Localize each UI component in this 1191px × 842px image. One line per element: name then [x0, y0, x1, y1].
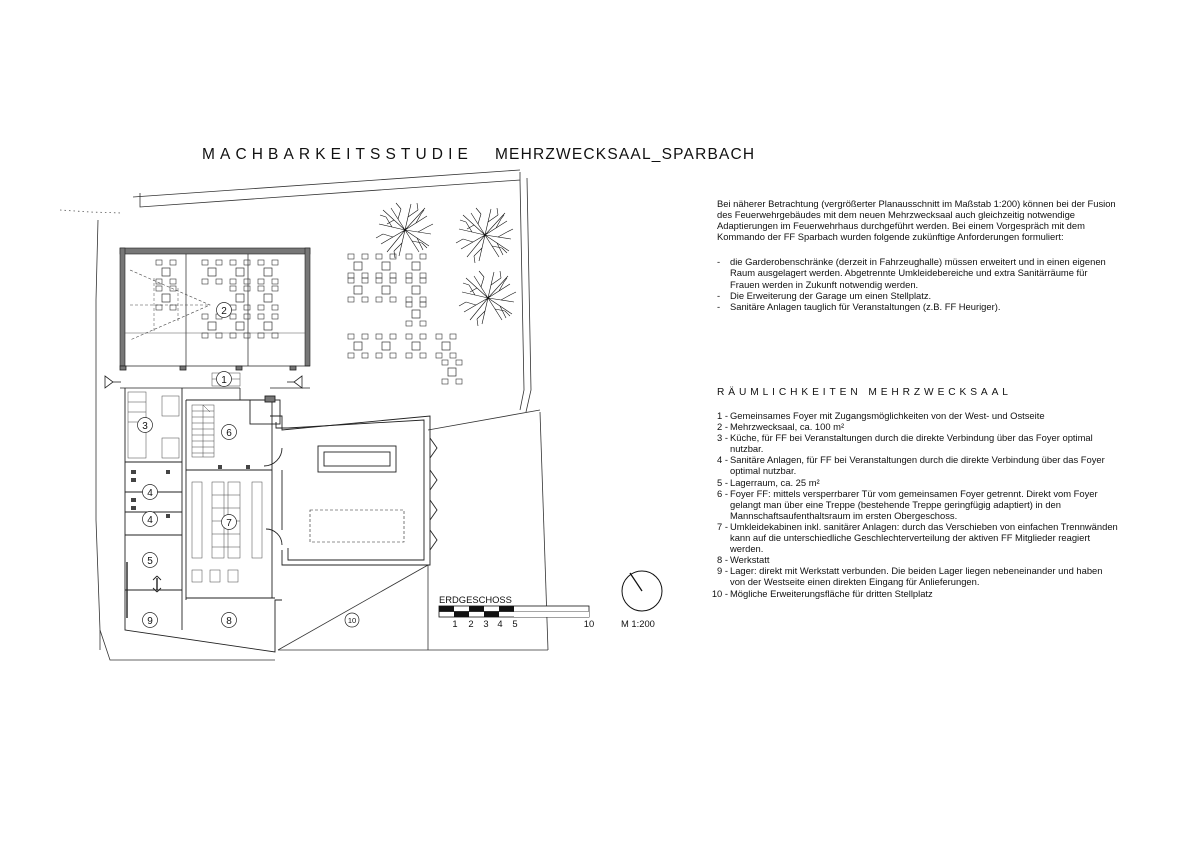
svg-text:8: 8	[226, 616, 232, 627]
svg-text:7: 7	[226, 518, 232, 529]
room-description: Mehrzwecksaal, ca. 100 m²	[730, 421, 845, 433]
requirement-item: - Sanitäre Anlagen tauglich für Veranstaltungen (z.B. FF Heuriger).	[717, 301, 1117, 312]
room-marker-4a	[143, 485, 158, 500]
room-item	[700, 565, 1120, 587]
svg-text:9: 9	[147, 616, 153, 627]
room-description: Werkstatt	[730, 554, 770, 566]
room-item	[700, 588, 1120, 599]
svg-text:1: 1	[221, 375, 227, 386]
svg-text:10: 10	[347, 616, 357, 625]
room-item	[700, 432, 1120, 454]
rooms-list	[700, 410, 1120, 599]
north-arrow-icon	[622, 571, 662, 611]
room-number: 4 -	[717, 454, 728, 466]
room-number: 1 -	[717, 410, 728, 421]
terrace-tables	[348, 254, 462, 384]
garage-walls	[264, 416, 437, 565]
room-number: 10 -	[711, 587, 728, 599]
scale-tick-2: 2	[468, 618, 474, 629]
kitchen-fittings	[128, 392, 179, 458]
scale-tick-5: 5	[512, 618, 518, 629]
hall-walls	[120, 248, 310, 366]
scale-tick-3: 3	[483, 618, 489, 629]
room-description: Umkleidekabinen inkl. sanitärer Anlagen: durch das Verschieben von einfachen Trennwänden kann auf die unterschiedliche Geschlechterverteilung der aktiven FF Mitglieder reagiert werden.	[730, 520, 1118, 555]
room-number: 6 -	[717, 487, 728, 499]
rooms-heading: RÄUMLICHKEITEN MEHRZWECKSAAL	[717, 387, 1012, 398]
scale-tick-4: 4	[497, 618, 503, 629]
room-marker-7	[222, 515, 237, 530]
room-item	[700, 477, 1120, 488]
locker-rows	[192, 482, 262, 582]
room-number: 7 -	[717, 520, 728, 532]
room-item	[700, 488, 1120, 521]
intro-paragraph: Bei näherer Betrachtung (vergrößerter Planausschnitt im Maßstab 1:200) können bei der Fusion des Feuerwehrgebäudes mit dem neuen Mehrzwecksaal auch gleichzeitig notwendige Adaptierungen im Feuerwehrhaus durchgeführt werden. Bei einem Vorgespräch mit dem Kommando der FF Sparbach wurden folgende zukünftige Anforderungen formuliert:	[717, 198, 1116, 243]
svg-text:5: 5	[147, 556, 153, 567]
svg-text:4: 4	[147, 488, 153, 499]
title-study: MACHBARKEITSSTUDIE	[202, 146, 473, 163]
foyer-walls	[120, 366, 310, 400]
requirement-item: - die Garderobenschränke (derzeit in Fahrzeughalle) müssen erweitert und in einen eigenen Raum ausgelagert werden. Abgetrennte Umkleidebereiche und extra Sanitärräume für Frauen werden in Zukunft notwendig werden.	[717, 256, 1117, 289]
room-description: Gemeinsames Foyer mit Zugangsmöglichkeiten von der West- und Ostseite	[730, 410, 1045, 421]
entrance-markers	[105, 376, 302, 388]
svg-text:2: 2	[221, 306, 227, 317]
svg-text:4: 4	[147, 515, 153, 526]
room-description: Sanitäre Anlagen, für FF bei Veranstaltungen durch die direkte Verbindung über das Foyer optimal nutzbar.	[730, 454, 1105, 477]
scale-tick-10: 10	[583, 618, 595, 629]
room-marker-6	[222, 425, 237, 440]
room-item	[700, 454, 1120, 476]
room-marker-10	[345, 613, 359, 627]
room-number: 9 -	[717, 565, 728, 577]
hall-tables	[156, 260, 278, 338]
room-item	[700, 521, 1120, 554]
room-number: 5 -	[717, 476, 728, 488]
room-description: Foyer FF: mittels versperrbarer Tür vom gemeinsamen Foyer getrennt. Direkt vom Foyer gelangt man über eine Treppe (bestehende Treppe geringfügig adaptiert) in den Mannschaftsaufenthaltsraum im ersten Obergeschoss.	[730, 487, 1098, 521]
stair	[192, 405, 214, 457]
room-marker-2	[217, 303, 232, 318]
scale-tick-1: 1	[452, 618, 458, 629]
room-number: 2 -	[717, 421, 728, 433]
room-description: Mögliche Erweiterungsfläche für dritten Stellplatz	[730, 587, 933, 599]
room-marker-4b	[143, 512, 158, 527]
room-description: Lagerraum, ca. 25 m²	[730, 476, 820, 488]
intro-text	[717, 198, 1117, 312]
room-item	[700, 554, 1120, 565]
room-description: Lager: direkt mit Werkstatt verbunden. Die beiden Lager liegen nebeneinander und haben von der Westseite einen direkten Eingang für Anlieferungen.	[730, 565, 1103, 588]
site-boundary	[96, 170, 548, 660]
requirements-list	[717, 256, 1117, 311]
scale-bar	[439, 606, 594, 629]
svg-text:6: 6	[226, 428, 232, 439]
room-item	[700, 410, 1120, 421]
trees	[376, 203, 516, 326]
room-marker-9	[143, 613, 158, 628]
room-number: 3 -	[717, 432, 728, 444]
svg-text:3: 3	[142, 421, 148, 432]
requirement-item: - Die Erweiterung der Garage um einen Stellplatz.	[717, 290, 1117, 301]
room-description: Küche, für FF bei Veranstaltungen durch die direkte Verbindung über das Foyer optimal nutzbar.	[730, 432, 1093, 455]
scale-label: M 1:200	[621, 618, 655, 629]
title-project: MEHRZWECKSAAL_SPARBACH	[494, 146, 756, 163]
room-marker-5	[143, 553, 158, 568]
floor-label: ERDGESCHOSS	[439, 594, 512, 605]
room-marker-8	[222, 613, 237, 628]
room-number: 8 -	[717, 554, 728, 566]
room-marker-3	[138, 418, 153, 433]
room-marker-1	[217, 372, 232, 387]
room-item	[700, 421, 1120, 432]
